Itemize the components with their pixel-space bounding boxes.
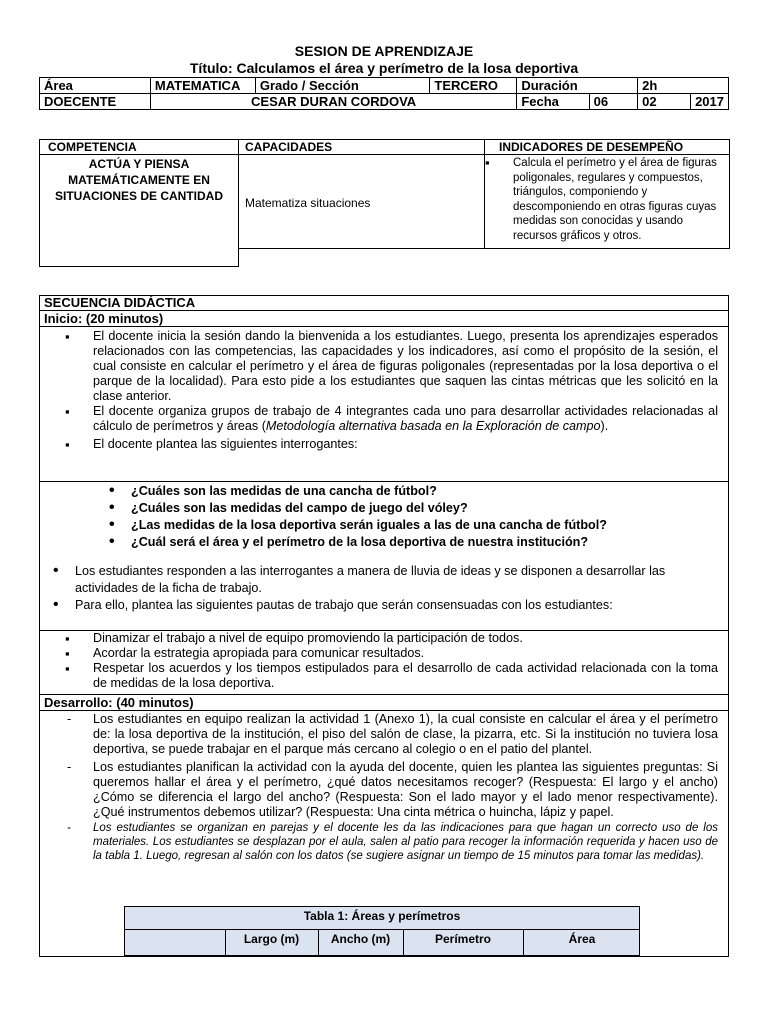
capacidad-text: Matematiza situaciones — [245, 196, 371, 210]
page-subtitle: Título: Calculamos el área y perímetro de la losa deportiva — [189, 60, 579, 76]
duracion-value: 2h — [638, 78, 729, 94]
competencia-header: COMPETENCIA — [39, 139, 239, 155]
info-table — [39, 77, 729, 110]
area-value: MATEMATICA — [150, 78, 255, 94]
pauta-2: ▪ Acordar la estrategia apropiada para comunicar resultados. — [93, 646, 718, 661]
inicio-item-2: ▪ El docente organiza grupos de trabajo de 4 integrantes cada uno para desarrollar actividades relacionadas al cálculo de perímetros y áreas (Metodología alternativa basada en la Exploración de campo). — [93, 404, 718, 434]
docente-label: DOECENTE — [40, 94, 151, 110]
pregunta-3: • ¿Las medidas de la losa deportiva serán iguales a las de una cancha de fútbol? — [131, 517, 721, 534]
tabla-col-area: Área — [568, 932, 596, 946]
desarrollo-heading: Desarrollo: (40 minutos) — [39, 695, 729, 711]
pregunta-2: • ¿Cuáles son las medidas del campo de juego del vóley? — [131, 500, 721, 517]
pauta-3: ▪ Respetar los acuerdos y los tiempos estipulados para el desarrollo de cada actividad relacionada con la toma de medidas de la losa deportiva. — [93, 661, 718, 691]
pregunta-1: • ¿Cuáles son las medidas de una cancha de fútbol? — [131, 483, 721, 500]
competencia-cell: ACTÚA Y PIENSA MATEMÁTICAMENTE EN SITUACIONES DE CANTIDAD — [39, 154, 239, 267]
tabla-col-ancho: Ancho (m) — [330, 932, 391, 946]
capacidad-cell — [238, 154, 485, 249]
tabla-1 — [124, 906, 640, 956]
grado-label: Grado / Sección — [255, 78, 430, 94]
fecha-label: Fecha — [517, 94, 589, 110]
indicador-cell — [484, 154, 730, 249]
pauta-1: ▪ Dinamizar el trabajo a nivel de equipo promoviendo la participación de todos. — [93, 631, 718, 646]
indicador-item: ▪ Calcula el perímetro y el área de figuras poligonales, regulares y compuestos, triángulos, componiendo y descomponiendo en otras figuras cuyas medidas son conocidas y usando recursos gráficos y otros. — [513, 156, 725, 243]
tabla-col-largo: Largo (m) — [243, 932, 300, 946]
desarrollo-item-1: - Los estudiantes en equipo realizan la actividad 1 (Anexo 1), la cual consiste en calcular el área y el perímetro de: la losa deportiva de la institución, el piso del salón de clase, la pizarra, etc. Si la institución no tuviera losa deportiva, se puede trabajar en el parque más cercano al colegio o en el patio del plantel. — [93, 712, 718, 758]
competencias-table — [39, 139, 730, 267]
tabla-1-title: Tabla 1: Áreas y perímetros — [303, 909, 461, 923]
inicio-item-1: ▪ El docente inicia la sesión dando la bienvenida a los estudiantes. Luego, presenta los aprendizajes esperados relacionados con las competencias, las capacidades y los indicadores, así como el propósito de la sesión, el cual consiste en calcular el perímetro y el área de figuras poligonales (representadas por la losa deportiva o el parque de la localidad). Para esto pide a los estudiantes que saquen las cintas métricas que les solicitó en la clase anterior. — [93, 329, 718, 404]
docente-value: CESAR DURAN CORDOVA — [150, 94, 516, 110]
inicio-heading: Inicio: (20 minutos) — [39, 311, 729, 327]
inicio-section — [39, 327, 729, 482]
fecha-month: 02 — [638, 94, 691, 110]
inicio-item-3: ▪ El docente plantea las siguientes interrogantes: — [93, 437, 718, 452]
capacidades-header: CAPACIDADES — [238, 139, 485, 155]
pregunta-4: • ¿Cuál será el área y el perímetro de la losa deportiva de nuestra institución? — [131, 534, 721, 551]
fecha-year: 2017 — [691, 94, 729, 110]
duracion-label: Duración — [517, 78, 638, 94]
desarrollo-item-3: - Los estudiantes se organizan en parejas y el docente les da las indicaciones para que hagan un correcto uso de los materiales. Los estudiantes se desplazan por el aula, salen al patio para recoger la información requerida y hacen uso de la tabla 1. Luego, regresan al salón con los datos (se sugiere asignar un tiempo de 15 minutos para tomar las medidas). — [93, 822, 718, 863]
area-label: Área — [40, 78, 151, 94]
tabla-col-perimetro: Perímetro — [434, 932, 492, 946]
preguntas-section — [39, 482, 729, 631]
pautas-section — [39, 631, 729, 695]
page-title: SESION DE APRENDIZAJE — [294, 43, 474, 59]
respuesta-1: • Los estudiantes responden a las interrogantes a manera de lluvia de ideas y se disponen a desarrollar las actividades de la ficha de trabajo. — [75, 563, 722, 597]
secuencia-title: SECUENCIA DIDÁCTICA — [39, 295, 729, 311]
grado-value: TERCERO — [430, 78, 517, 94]
desarrollo-item-2: - Los estudiantes planifican la actividad con la ayuda del docente, quien les plantea las siguientes preguntas: Si queremos hallar el área y el perímetro, ¿qué datos necesitamos recoger? (Respuesta: El largo y el ancho) ¿Cómo se diferencia el largo del ancho? (Respuesta: Son el lado mayor y el lado menor respectivamente). ¿Qué instrumentos debemos utilizar? (Respuesta: Una cinta métrica o huincha, lápiz y papel. — [93, 760, 718, 821]
respuesta-2: • Para ello, plantea las siguientes pautas de trabajo que serán consensuadas con los estudiantes: — [75, 597, 722, 614]
indicadores-header: INDICADORES DE DESEMPEÑO — [484, 139, 730, 155]
fecha-day: 06 — [589, 94, 638, 110]
